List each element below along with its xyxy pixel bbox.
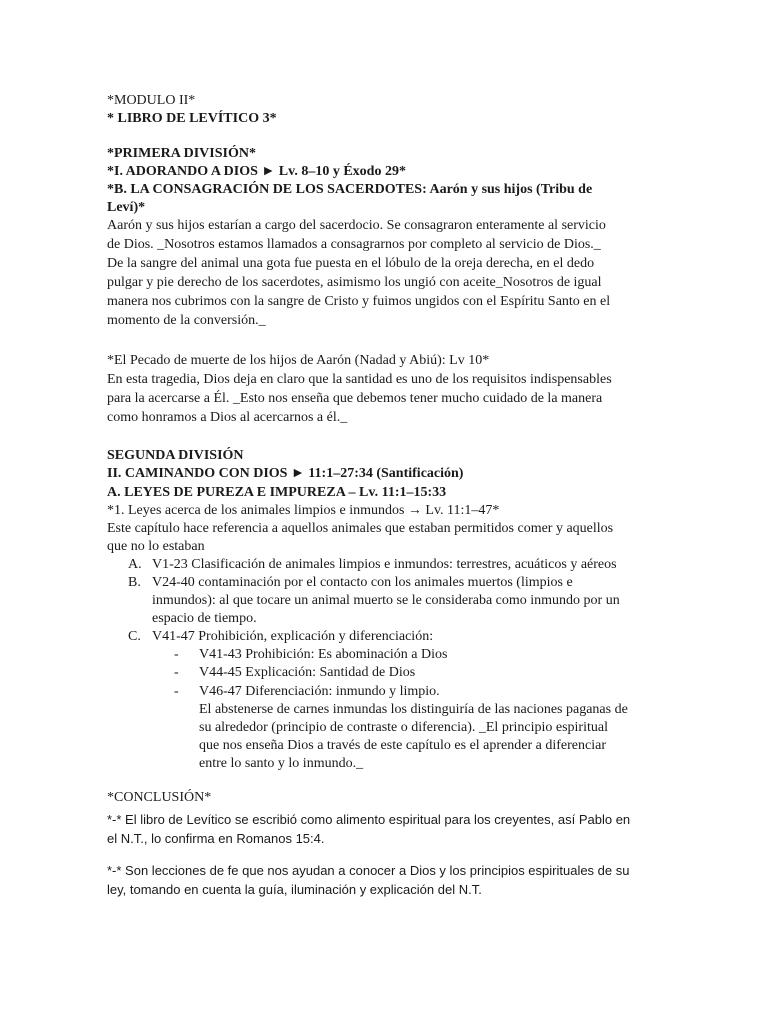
paragraph-line: pulgar y pie derecho de los sacerdotes, asimismo los ungió con aceite_Nosotros de igual bbox=[107, 275, 602, 290]
paragraph-line: momento de la conversión._ bbox=[107, 313, 266, 328]
list-marker: B. bbox=[128, 575, 141, 590]
subsection-heading: A. LEYES DE PUREZA E IMPUREZA – Lv. 11:1–15:33 bbox=[107, 485, 447, 500]
conclusion-line: ley, tomando en cuenta la guía, iluminación y explicación del N.T. bbox=[107, 882, 482, 897]
paragraph-line: de Dios. _Nosotros estamos llamados a consagrarnos por completo al servicio de Dios._ bbox=[107, 237, 601, 252]
paragraph-line: que no lo estaban bbox=[107, 539, 205, 554]
list-item-cont: espacio de tiempo. bbox=[152, 611, 257, 626]
conclusion-line: *-* Son lecciones de fe que nos ayudan a conocer a Dios y los principios espirituales de su bbox=[107, 863, 630, 878]
list-item: V1-23 Clasificación de animales limpios e inmundos: terrestres, acuáticos y aéreos bbox=[152, 557, 617, 572]
subsection-heading-cont: Leví)* bbox=[107, 200, 146, 215]
list-marker: A. bbox=[128, 557, 142, 572]
paragraph-line: como honramos a Dios al acercarnos a él._ bbox=[107, 410, 348, 425]
conclusion-heading: *CONCLUSIÓN* bbox=[107, 790, 212, 805]
sub-list-item-cont: El abstenerse de carnes inmundas los distinguiría de las naciones paganas de bbox=[199, 702, 628, 717]
list-item: V41-47 Prohibición, explicación y diferenciación: bbox=[152, 629, 434, 644]
paragraph-line: Aarón y sus hijos estarían a cargo del sacerdocio. Se consagraron enteramente al servicio bbox=[107, 218, 606, 233]
sub-list-item-cont: entre lo santo y lo inmundo._ bbox=[199, 756, 364, 771]
second-division-heading: SEGUNDA DIVISIÓN bbox=[107, 448, 244, 463]
paragraph-line: En esta tragedia, Dios deja en claro que la santidad es uno de los requisitos indispensables bbox=[107, 372, 612, 387]
first-division-heading: *PRIMERA DIVISIÓN* bbox=[107, 146, 256, 161]
sub-list-item: V46-47 Diferenciación: inmundo y limpio. bbox=[199, 684, 440, 699]
list-item-cont: inmundos): al que tocare un animal muerto se le consideraba como inmundo por un bbox=[152, 593, 620, 608]
list-item: V24-40 contaminación por el contacto con los animales muertos (limpios e bbox=[152, 575, 573, 590]
section-heading: *I. ADORANDO A DIOS ► Lv. 8–10 y Éxodo 29* bbox=[107, 164, 406, 179]
dash-marker: - bbox=[174, 665, 179, 680]
conclusion-line: el N.T., lo confirma en Romanos 15:4. bbox=[107, 831, 325, 846]
conclusion-line: *-* El libro de Levítico se escribió como alimento espiritual para los creyentes, así Pablo en bbox=[107, 812, 631, 827]
subheading-line: *El Pecado de muerte de los hijos de Aarón (Nadad y Abiú): Lv 10* bbox=[107, 353, 490, 368]
section-heading: II. CAMINANDO CON DIOS ► 11:1–27:34 (Santificación) bbox=[107, 466, 464, 481]
sub-list-item: V41-43 Prohibición: Es abominación a Dios bbox=[199, 647, 448, 662]
sub-list-item-cont: que nos enseña Dios a través de este capítulo es el aprender a diferenciar bbox=[199, 738, 606, 753]
dash-marker: - bbox=[174, 647, 179, 662]
paragraph-line: manera nos cubrimos con la sangre de Cristo y fuimos ungidos con el Espíritu Santo en el bbox=[107, 294, 611, 309]
sub-list-item-cont: su alrededor (principio de contraste o diferencia). _El principio espiritual bbox=[199, 720, 608, 735]
paragraph-line: Este capítulo hace referencia a aquellos animales que estaban permitidos comer y aquellos bbox=[107, 521, 614, 536]
subheading-line: *1. Leyes acerca de los animales limpios e inmundos → Lv. 11:1–47* bbox=[107, 503, 500, 518]
module-heading: *MODULO II* bbox=[107, 93, 196, 108]
dash-marker: - bbox=[174, 684, 179, 699]
paragraph-line: De la sangre del animal una gota fue puesta en el lóbulo de la oreja derecha, en el dedo bbox=[107, 256, 595, 271]
subsection-heading: *B. LA CONSAGRACIÓN DE LOS SACERDOTES: Aarón y sus hijos (Tribu de bbox=[107, 182, 593, 197]
paragraph-line: para la acercarse a Él. _Esto nos enseña que debemos tener mucho cuidado de la manera bbox=[107, 391, 603, 406]
list-marker: C. bbox=[128, 629, 141, 644]
book-title: * LIBRO DE LEVÍTICO 3* bbox=[107, 111, 277, 126]
sub-list-item: V44-45 Explicación: Santidad de Dios bbox=[199, 665, 416, 680]
